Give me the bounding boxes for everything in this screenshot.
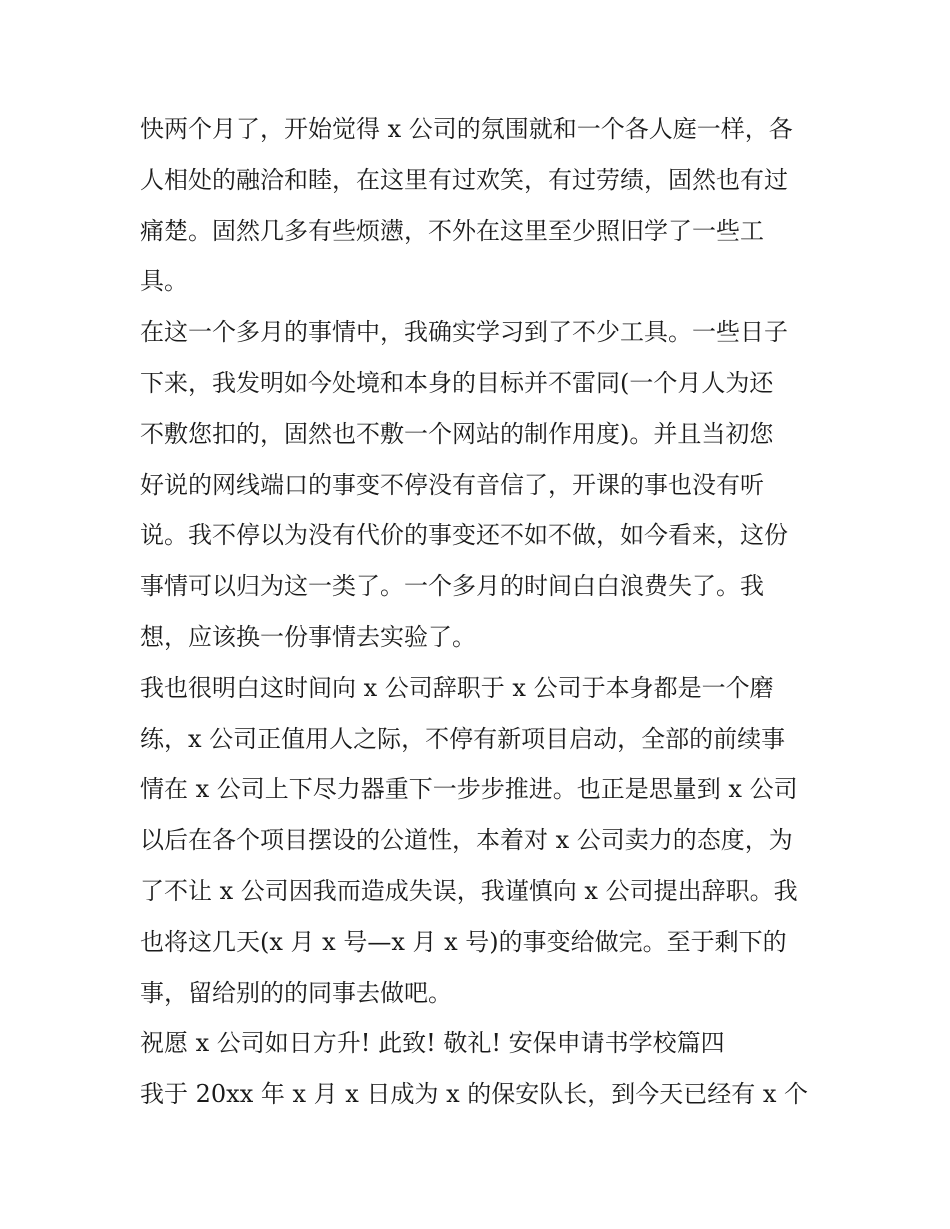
text-line: 具。	[140, 267, 188, 296]
text-line: 痛楚。固然几多有些烦懑，不外在这里至少照旧学了一些工	[140, 216, 764, 245]
text-line: 我于 20xx 年 x 月 x 日成为 x 的保安队长，到今天已经有 x 个	[140, 1080, 809, 1109]
text-line: 不敷您扣的，固然也不敷一个网站的制作用度)。并且当初您	[140, 419, 774, 448]
text-line: 练，x 公司正值用人之际，不停有新项目启动，全部的前续事	[140, 724, 786, 753]
text-line: 祝愿 x 公司如日方升! 此致! 敬礼! 安保申请书学校篇四	[140, 1029, 725, 1058]
text-line: 快两个月了，开始觉得 x 公司的氛围就和一个各人庭一样，各	[140, 115, 793, 143]
text-line: 在这一个多月的事情中，我确实学习到了不少工具。一些日子	[140, 318, 788, 347]
text-line: 情在 x 公司上下尽力器重下一步步推进。也正是思量到 x 公司	[140, 775, 798, 804]
body-text	[140, 104, 820, 1120]
text-line: 也将这几天(x 月 x 号—x 月 x 号)的事变给做完。至于剩下的	[140, 927, 787, 956]
text-line: 我也很明白这时间向 x 公司辞职于 x 公司于本身都是一个磨	[140, 673, 774, 702]
text-line: 事情可以归为这一类了。一个多月的时间白白浪费失了。我	[140, 572, 764, 601]
text-line: 了不让 x 公司因我而造成失误，我谨慎向 x 公司提出辞职。我	[140, 876, 798, 905]
text-line: 说。我不停以为没有代价的事变还不如不做，如今看来，这份	[140, 521, 788, 550]
text-line: 想，应该换一份事情去实验了。	[140, 622, 476, 651]
text-line: 以后在各个项目摆设的公道性，本着对 x 公司卖力的态度，为	[140, 826, 793, 855]
text-line: 事，留给别的的同事去做吧。	[140, 978, 452, 1007]
text-line: 好说的网线端口的事变不停没有音信了，开课的事也没有听	[140, 470, 764, 499]
text-line: 下来，我发明如今处境和本身的目标并不雷同(一个月人为还	[140, 368, 774, 397]
text-line: 人相处的融洽和睦，在这里有过欢笑，有过劳绩，固然也有过	[140, 165, 788, 194]
